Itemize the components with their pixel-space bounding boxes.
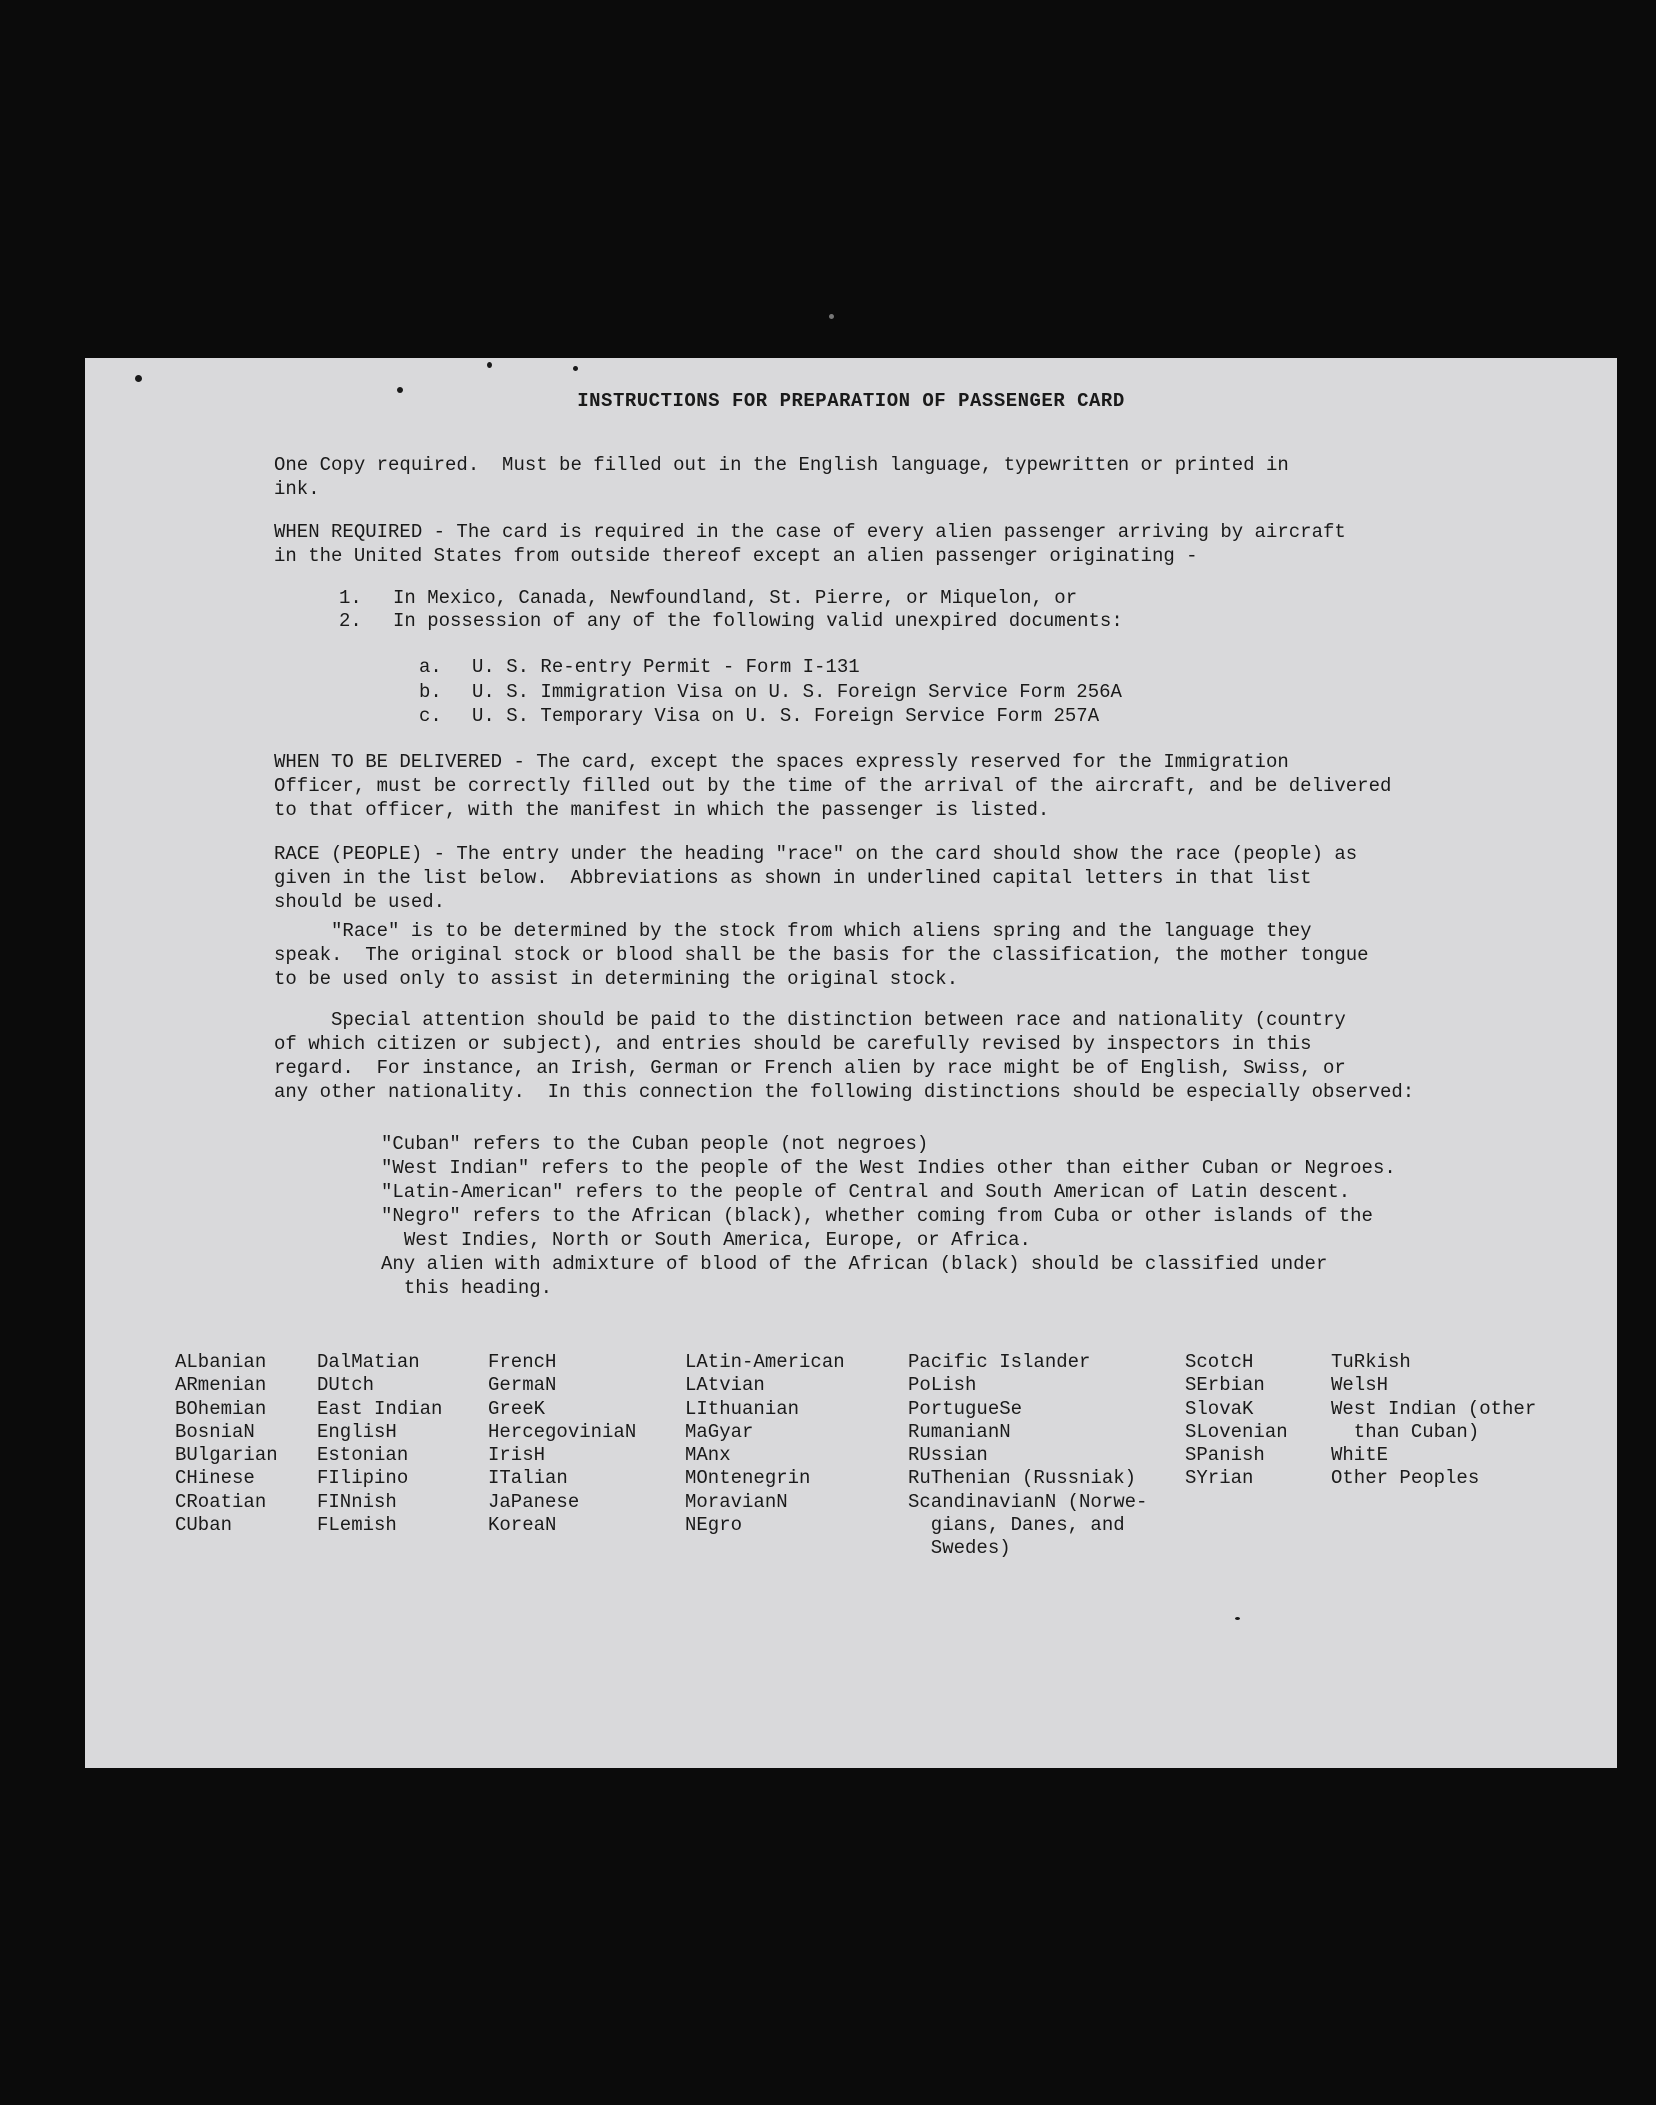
race-entry: DUtch (317, 1374, 375, 1397)
race-entry: RUssian (908, 1444, 988, 1467)
race-entry: LIthuanian (685, 1397, 800, 1420)
race-entry: ARmenian (175, 1374, 267, 1397)
race-entry: gians, Danes, and (908, 1514, 1125, 1537)
race-column-6 (1185, 1351, 1288, 1491)
race-column-2 (317, 1351, 442, 1537)
origin-1-number: 1. (339, 587, 362, 609)
race-entry: SYrian (1185, 1467, 1254, 1490)
special-attention-paragraph: Special attention should be paid to the distinction between race and nationality (country of which citizen or subject), and entries should be carefully revised by inspectors in this regard. For instance, an Irish, German or French alien by race might be of English, Swiss, or any other nationality. In this connection the following distinctions should be especially observed: (274, 1009, 1415, 1103)
race-entry: KoreaN (488, 1514, 557, 1537)
race-entry: SPanish (1185, 1444, 1265, 1467)
race-entry: WhitE (1331, 1444, 1389, 1467)
race-entry: MoravianN (685, 1490, 788, 1513)
race-entry: EnglisH (317, 1420, 397, 1443)
race-entry: CHinese (175, 1467, 255, 1490)
race-entry: RumanianN (908, 1420, 1011, 1443)
race-entry: FIlipino (317, 1467, 409, 1490)
race-entry: ITalian (488, 1467, 568, 1490)
race-entry: SlovaK (1185, 1397, 1254, 1420)
race-entry: RuThenian (Russniak) (908, 1467, 1137, 1490)
race-column-5 (908, 1351, 1147, 1561)
race-entry: BOhemian (175, 1397, 267, 1420)
race-entry: East Indian (317, 1397, 443, 1420)
race-column-4 (685, 1351, 845, 1537)
race-entry: Estonian (317, 1444, 409, 1467)
ink-speck (487, 362, 492, 368)
race-entry: than Cuban) (1331, 1420, 1480, 1443)
race-entry: FLemish (317, 1514, 397, 1537)
race-entry: PoLish (908, 1374, 977, 1397)
race-entry: NEgro (685, 1514, 743, 1537)
race-entry: ScandinavianN (Norwe- (908, 1490, 1148, 1513)
race-entry: MOntenegrin (685, 1467, 811, 1490)
race-entry: LAtvian (685, 1374, 765, 1397)
ink-speck (135, 375, 142, 382)
race-entry: GermaN (488, 1374, 557, 1397)
scan-speck (829, 314, 834, 319)
race-column-1 (175, 1351, 278, 1537)
origin-2-number: 2. (339, 610, 362, 632)
race-entry: Swedes) (908, 1537, 1011, 1560)
race-entry: ScotcH (1185, 1351, 1254, 1373)
race-entry: SLovenian (1185, 1420, 1288, 1443)
race-entry: SErbian (1185, 1374, 1265, 1397)
race-entry: CUban (175, 1514, 233, 1537)
page-title: INSTRUCTIONS FOR PREPARATION OF PASSENGER CARD (577, 390, 1125, 412)
race-entry: GreeK (488, 1397, 546, 1420)
ink-speck (1235, 1617, 1240, 1620)
document-a-text: U. S. Re-entry Permit - Form I-131 (472, 656, 860, 678)
race-entry: PortugueSe (908, 1397, 1023, 1420)
race-entry: MAnx (685, 1444, 731, 1467)
race-entry: WelsH (1331, 1374, 1389, 1397)
document-c-text: U. S. Temporary Visa on U. S. Foreign Service Form 257A (472, 705, 1100, 727)
race-definition-paragraph: "Race" is to be determined by the stock from which aliens spring and the language they speak. The original stock or blood shall be the basis for the classification, the mother tongue to be used only to assist in determining the original stock. (274, 920, 1369, 990)
race-entry: HercegoviniaN (488, 1420, 637, 1443)
when-delivered-paragraph: WHEN TO BE DELIVERED - The card, except the spaces expressly reserved for the Immigration Officer, must be correctly filled out by the time of the arrival of the aircraft, and be delivered to that officer, with the manifest in which the passenger is listed. (274, 751, 1392, 821)
when-required-paragraph: WHEN REQUIRED - The card is required in the case of every alien passenger arriving by aircraft in the United States from outside thereof except an alien passenger originating - (274, 521, 1346, 567)
race-column-3 (488, 1351, 636, 1537)
race-entry: LAtin-American (685, 1351, 845, 1373)
distinctions-list: "Cuban" refers to the Cuban people (not negroes) "West Indian" refers to the people of the West Indies other than either Cuban or Negroes. "Latin-American" refers to the people of Central and South American of Latin descent. "Negro" refers to the African (black), whether coming from Cuba or other islands of the West Indies, North or South America, Europe, or Africa. Any alien with admixture of blood of the African (black) should be classified under this heading. (381, 1133, 1396, 1299)
race-intro-paragraph: RACE (PEOPLE) - The entry under the heading "race" on the card should show the race (people) as given in the list below. Abbreviations as shown in underlined capital letters in that list should be used. (274, 843, 1358, 913)
document-a-letter: a. (419, 656, 442, 678)
origin-2-text: In possession of any of the following valid unexpired documents: (393, 610, 1123, 632)
race-entry: TuRkish (1331, 1351, 1411, 1373)
document-c-letter: c. (419, 705, 442, 727)
race-entry: ALbanian (175, 1351, 267, 1373)
race-entry: Pacific Islander (908, 1351, 1091, 1373)
race-entry: FINnish (317, 1490, 397, 1513)
race-entry: FrencH (488, 1351, 557, 1373)
document-b-letter: b. (419, 681, 442, 703)
race-entry: BUlgarian (175, 1444, 278, 1467)
intro-paragraph: One Copy required. Must be filled out in the English language, typewritten or printed in ink. (274, 454, 1289, 500)
race-entry: Other Peoples (1331, 1467, 1480, 1490)
race-entry: West Indian (other (1331, 1397, 1537, 1420)
document-sheet (85, 358, 1617, 1768)
ink-speck (573, 366, 578, 371)
race-entry: BosniaN (175, 1420, 255, 1443)
race-entry: IrisH (488, 1444, 546, 1467)
document-b-text: U. S. Immigration Visa on U. S. Foreign Service Form 256A (472, 681, 1122, 703)
race-column-7 (1331, 1351, 1536, 1491)
race-entry: MaGyar (685, 1420, 754, 1443)
race-entry: CRoatian (175, 1490, 267, 1513)
race-entry: JaPanese (488, 1490, 580, 1513)
race-entry: DalMatian (317, 1351, 420, 1373)
origin-1-text: In Mexico, Canada, Newfoundland, St. Pierre, or Miquelon, or (393, 587, 1078, 609)
ink-speck (397, 387, 403, 393)
